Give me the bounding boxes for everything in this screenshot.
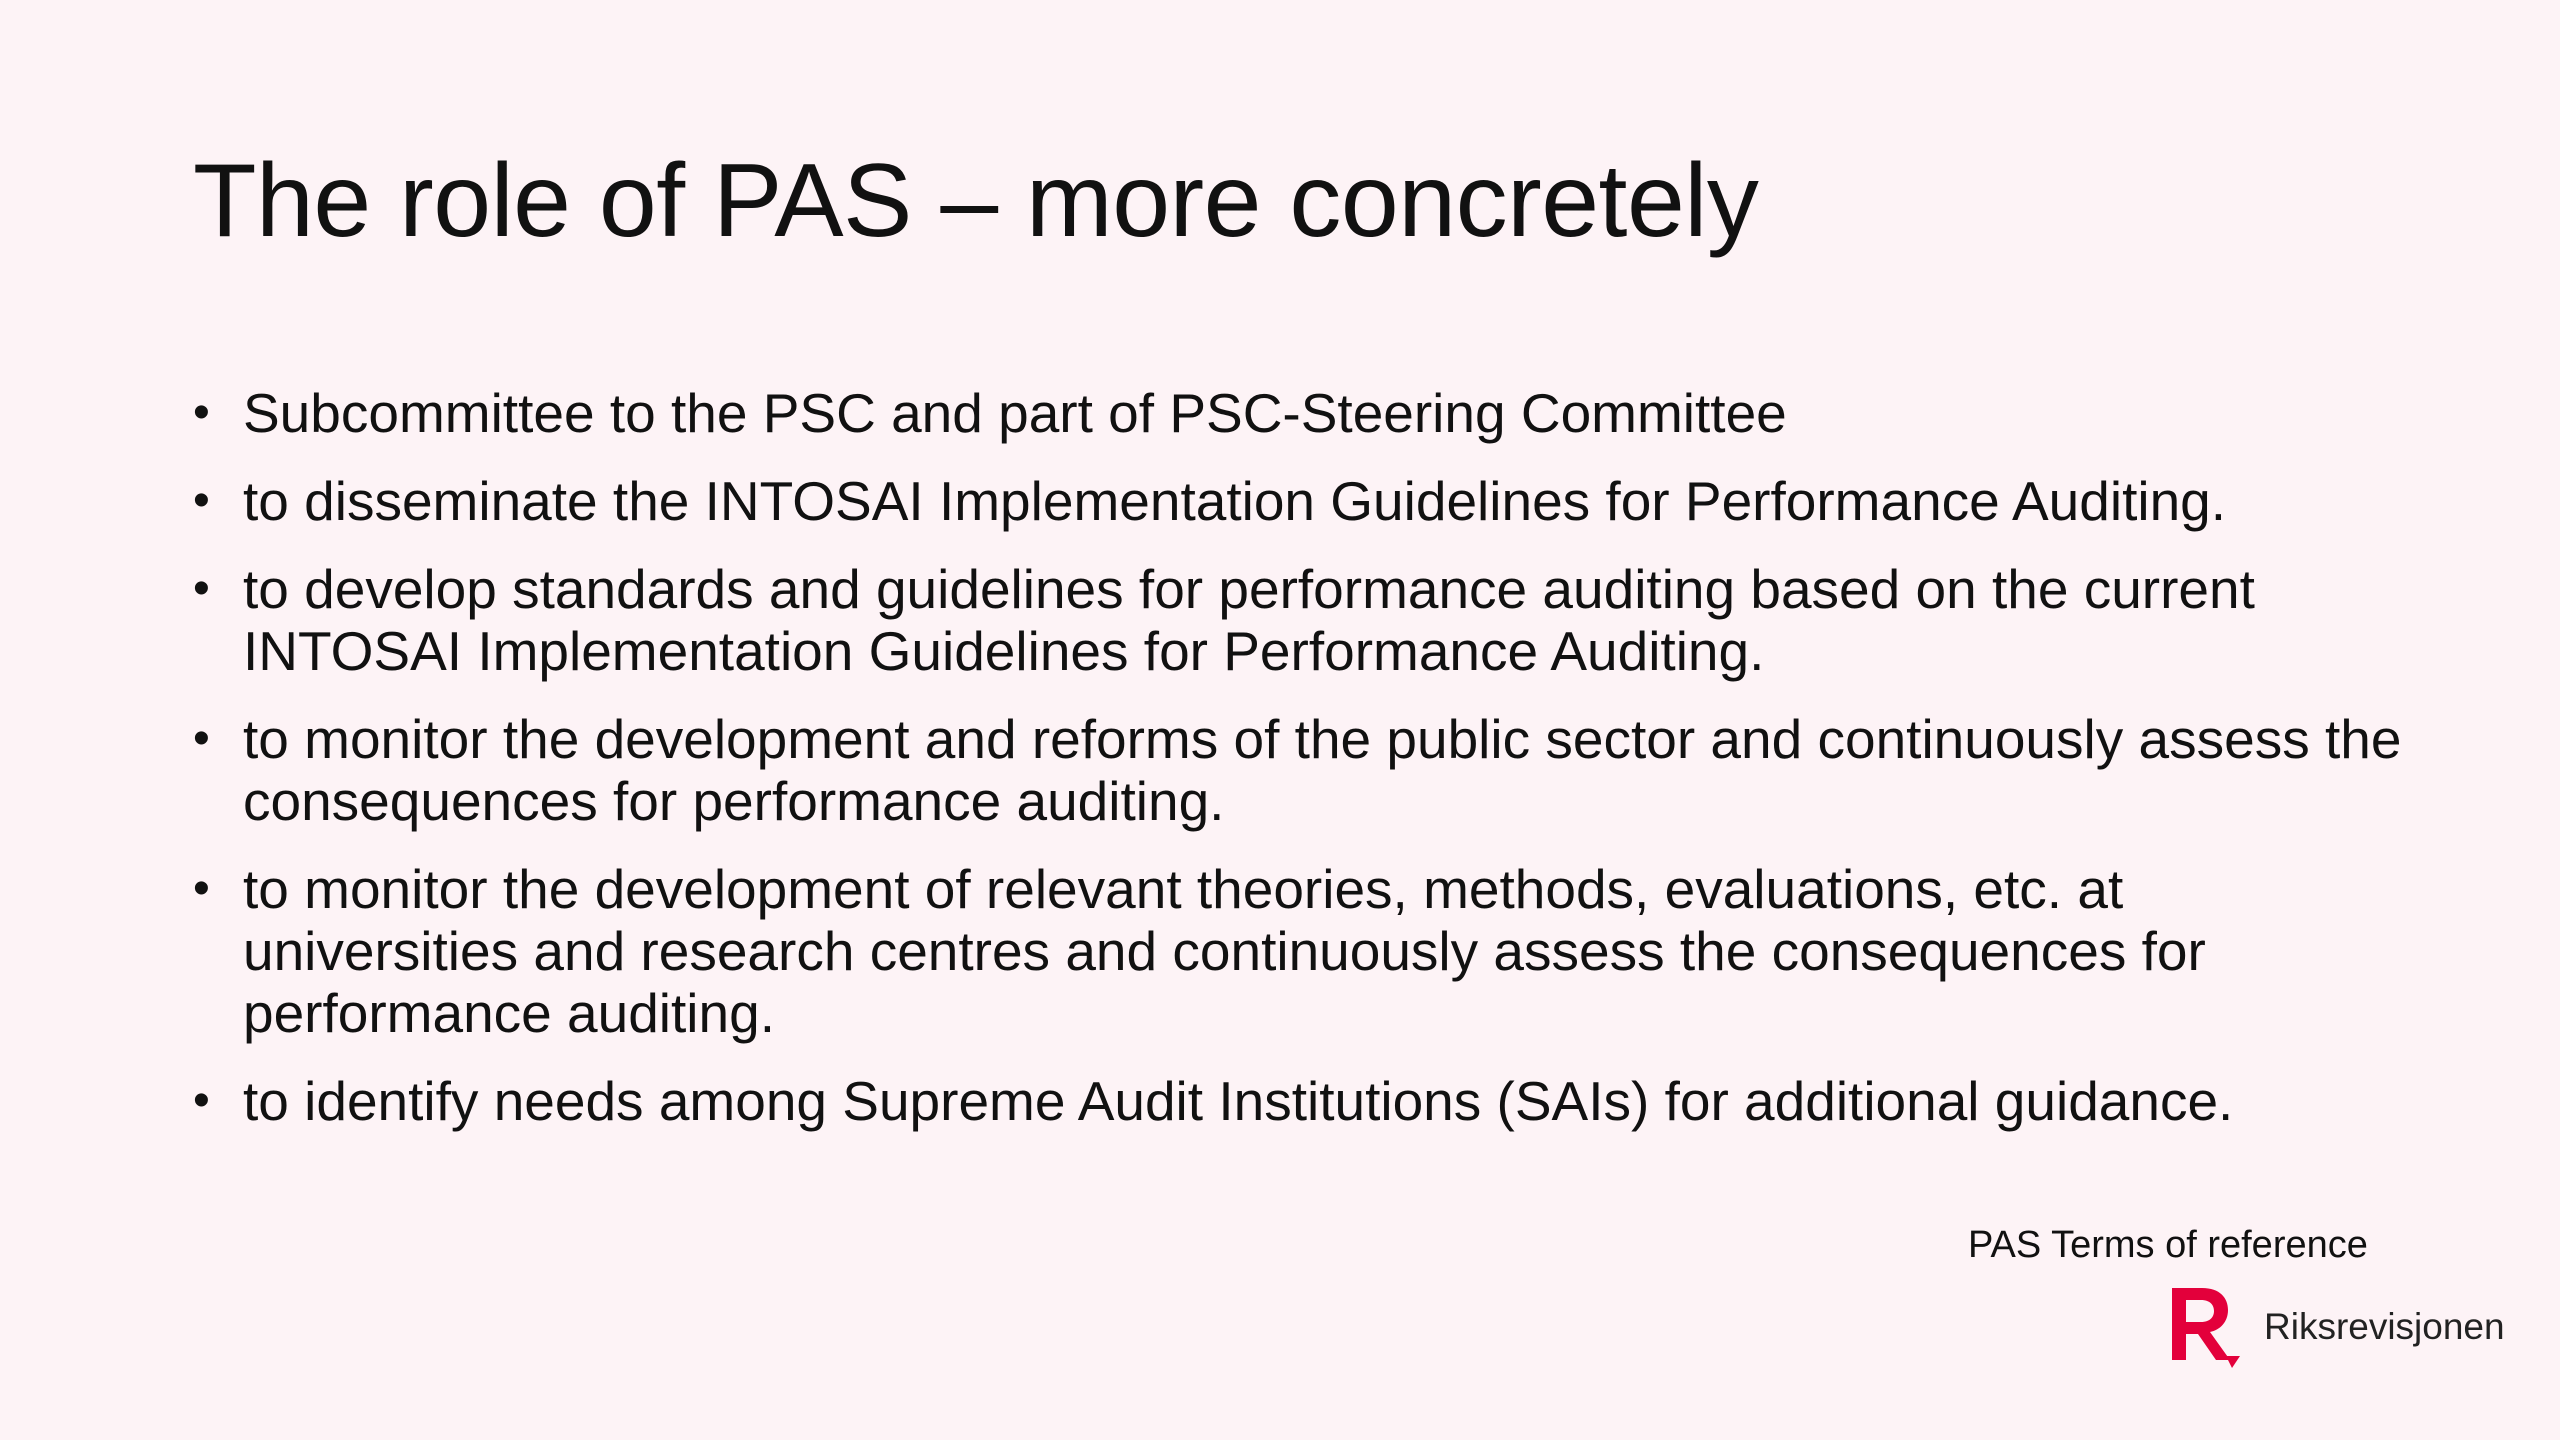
list-item [193,1070,2413,1132]
bullet-text: to identify needs among Supreme Audit Institutions (SAIs) for additional guidance. [243,1070,2234,1132]
riksrevisjonen-logo [2168,1286,2505,1368]
bullet-text: Subcommittee to the PSC and part of PSC-Steering Committee [243,382,1787,444]
slide-title: The role of PAS – more concretely [193,143,1759,259]
list-item [193,708,2413,832]
bullet-icon: • [193,474,210,527]
bullet-text: to disseminate the INTOSAI Implementation Guidelines for Performance Auditing. [243,470,2227,532]
bullet-icon: • [193,712,210,765]
reference-note: PAS Terms of reference [1968,1224,2368,1266]
bullet-text: to monitor the development and reforms of the public sector and continuously assess the consequences for performance auditing. [243,708,2402,832]
list-item [193,470,2413,532]
bullet-icon: • [193,562,210,615]
bullet-list [193,382,2413,1158]
bullet-text: to monitor the development of relevant theories, methods, evaluations, etc. at universities and research centres and continuously assess the consequences for performance auditing. [243,858,2206,1044]
list-item [193,558,2413,682]
bullet-icon: • [193,386,210,439]
r-logo-icon [2168,1286,2242,1368]
logo-name: Riksrevisjonen [2264,1306,2505,1347]
bullet-icon: • [193,862,210,915]
bullet-icon: • [193,1074,210,1127]
bullet-text: to develop standards and guidelines for performance auditing based on the current INTOSAI Implementation Guidelines for Performance Auditing. [243,558,2255,682]
list-item [193,858,2413,1044]
list-item [193,382,2413,444]
